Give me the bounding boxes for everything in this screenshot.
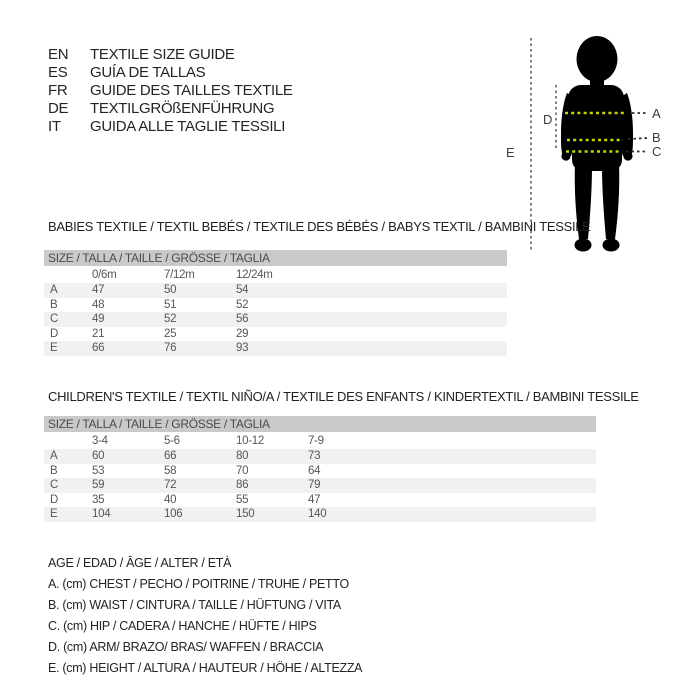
table-cell: 106 <box>164 508 183 521</box>
column-header: 0/6m <box>92 268 117 281</box>
right-leg-shape <box>602 163 619 239</box>
row-label: A <box>50 284 58 297</box>
table-cell: 104 <box>92 508 111 521</box>
row-label: E <box>50 342 58 355</box>
right-arm-shape <box>621 93 633 156</box>
table-cell: 66 <box>92 342 105 355</box>
legend-line: A. (cm) CHEST / PECHO / POITRINE / TRUHE / PETTO <box>48 577 349 591</box>
arm-label: D <box>543 112 553 127</box>
language-code: FR <box>48 82 68 99</box>
waist-label: B <box>652 130 661 145</box>
column-header: 7/12m <box>164 268 195 281</box>
language-title-row <box>48 82 293 100</box>
table-cell: 49 <box>92 313 105 326</box>
table-cell: 54 <box>236 284 249 297</box>
table-cell: 35 <box>92 493 105 506</box>
table-row <box>44 478 596 493</box>
table-cell: 25 <box>164 327 177 340</box>
language-label: GUIDE DES TAILLES TEXTILE <box>90 82 293 99</box>
column-header-row <box>44 266 507 283</box>
table-cell: 47 <box>308 493 321 506</box>
left-arm-shape <box>561 93 573 156</box>
children-table-title: CHILDREN'S TEXTILE / TEXTIL NIÑO/A / TEXTILE DES ENFANTS / KINDERTEXTIL / BAMBINI TESSILE <box>48 389 639 404</box>
table-cell: 58 <box>164 464 177 477</box>
column-header: 5-6 <box>164 434 180 447</box>
table-cell: 47 <box>92 284 105 297</box>
language-label: TEXTILGRÖßENFÜHRUNG <box>90 100 275 117</box>
table-cell: 29 <box>236 327 249 340</box>
children-size-table <box>44 416 596 522</box>
table-cell: 56 <box>236 313 249 326</box>
language-code: IT <box>48 118 61 135</box>
language-code: EN <box>48 46 69 63</box>
row-label: B <box>50 298 58 311</box>
table-cell: 70 <box>236 464 249 477</box>
table-row <box>44 464 596 479</box>
table-cell: 150 <box>236 508 255 521</box>
table-cell: 51 <box>164 298 177 311</box>
table-cell: 80 <box>236 450 249 463</box>
legend-line: D. (cm) ARM/ BRAZO/ BRAS/ WAFFEN / BRACCIA <box>48 640 324 654</box>
table-cell: 52 <box>164 313 177 326</box>
table-cell: 73 <box>308 450 321 463</box>
table-cell: 21 <box>92 327 105 340</box>
table-cell: 55 <box>236 493 249 506</box>
row-label: B <box>50 464 58 477</box>
column-header: 10-12 <box>236 434 264 447</box>
table-cell: 72 <box>164 479 177 492</box>
size-header-bar: SIZE / TALLA / TAILLE / GRÖSSE / TAGLIA <box>44 250 507 266</box>
hip-label: C <box>652 144 662 159</box>
table-cell: 48 <box>92 298 105 311</box>
table-cell: 60 <box>92 450 105 463</box>
legend-line: AGE / EDAD / ÂGE / ALTER / ETÀ <box>48 556 232 570</box>
column-header: 3-4 <box>92 434 108 447</box>
table-cell: 66 <box>164 450 177 463</box>
table-cell: 86 <box>236 479 249 492</box>
measurement-legend <box>48 553 362 679</box>
row-label: D <box>50 493 59 506</box>
table-row <box>44 341 507 356</box>
language-code: DE <box>48 100 69 117</box>
row-label: A <box>50 450 58 463</box>
table-cell: 76 <box>164 342 177 355</box>
legend-line: C. (cm) HIP / CADERA / HANCHE / HÜFTE / HIPS <box>48 619 317 633</box>
left-foot-shape <box>575 239 592 252</box>
row-label: D <box>50 327 59 340</box>
table-row <box>44 298 507 313</box>
table-row <box>44 327 507 342</box>
table-cell: 50 <box>164 284 177 297</box>
legend-line: B. (cm) WAIST / CINTURA / TAILLE / HÜFTUNG / VITA <box>48 598 341 612</box>
legend-line: E. (cm) HEIGHT / ALTURA / HAUTEUR / HÖHE / ALTEZZA <box>48 661 363 675</box>
table-cell: 53 <box>92 464 105 477</box>
table-cell: 93 <box>236 342 249 355</box>
language-title-row <box>48 100 293 118</box>
table-row <box>44 312 507 327</box>
row-label: E <box>50 508 58 521</box>
column-header-row <box>44 432 596 449</box>
column-header: 12/24m <box>236 268 273 281</box>
language-title-list <box>48 46 293 136</box>
table-row <box>44 507 596 522</box>
chest-label: A <box>652 106 661 121</box>
language-title-row <box>48 64 293 82</box>
table-cell: 59 <box>92 479 105 492</box>
table-cell: 79 <box>308 479 321 492</box>
table-row <box>44 493 596 508</box>
language-title-row <box>48 118 293 136</box>
size-header-bar: SIZE / TALLA / TAILLE / GRÖSSE / TAGLIA <box>44 416 596 432</box>
right-hand-shape <box>623 151 632 160</box>
babies-size-table <box>44 250 507 356</box>
table-cell: 52 <box>236 298 249 311</box>
table-row <box>44 449 596 464</box>
table-cell: 40 <box>164 493 177 506</box>
language-code: ES <box>48 64 68 81</box>
right-foot-shape <box>603 239 620 252</box>
language-label: TEXTILE SIZE GUIDE <box>90 46 235 63</box>
row-label: C <box>50 479 59 492</box>
table-cell: 140 <box>308 508 327 521</box>
column-header: 7-9 <box>308 434 324 447</box>
row-label: C <box>50 313 59 326</box>
language-title-row <box>48 46 293 64</box>
language-label: GUÍA DE TALLAS <box>90 64 206 81</box>
table-cell: 64 <box>308 464 321 477</box>
table-row <box>44 283 507 298</box>
language-label: GUIDA ALLE TAGLIE TESSILI <box>90 118 286 135</box>
babies-table-title: BABIES TEXTILE / TEXTIL BEBÉS / TEXTILE DES BÉBÉS / BABYS TEXTIL / BAMBINI TESSILE <box>48 219 591 234</box>
height-label: E <box>506 145 515 160</box>
